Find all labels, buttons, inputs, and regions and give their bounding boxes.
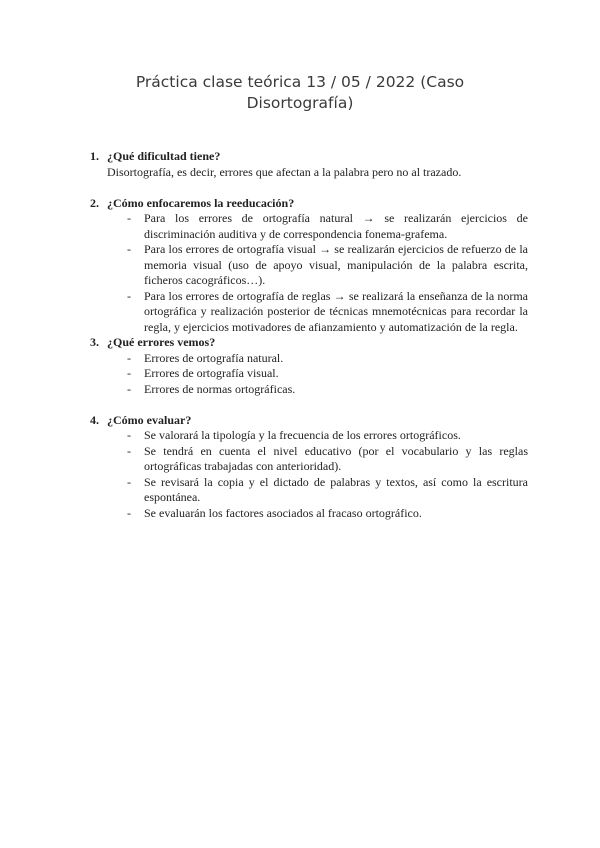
list-item: - Para los errores de ortografía natural → se realizarán ejercicios de discriminación auditiva y de correspondencia fonema-grafema. [127,211,528,241]
page-title [100,72,500,114]
document-body [90,149,528,521]
list-item: - Se tendrá en cuenta el nivel educativo (por el vocabulario y las reglas ortográficas trabajadas con anterioridad). [127,443,528,473]
section-heading [90,149,528,165]
title-line-1: Práctica clase teórica 13 / 05 / 2022 (Caso [135,73,465,91]
bullet-dash: - [127,366,131,380]
section-1 [90,149,528,180]
list-item: - Errores de normas ortográficas. [127,381,296,396]
bullet-list [90,428,528,521]
section-question: ¿Cómo evaluar? [107,412,192,427]
list-item: - Se revisará la copia y el dictado de palabras y textos, así como la escritura espontánea. [127,474,528,504]
bullet-dash: - [127,428,131,442]
list-item: - Errores de ortografía natural. [127,350,284,365]
bullet-dash: - [127,381,131,396]
bullet-dash: - [127,242,131,256]
section-number: 4. [90,412,99,427]
section-2 [90,196,528,336]
bullet-dash: - [127,288,131,303]
list-item: - Para los errores de ortografía de reglas → se realizará la enseñanza de la norma ortográfica y realización posterior de técnicas mnemotécnicas para recordar la regla, y ejercicios motivadores de afianzamiento y automatización de la regla. [127,288,528,334]
bullet-dash: - [127,505,131,520]
section-question: ¿Cómo enfocaremos la reeducación? [107,195,295,210]
bullet-dash: - [127,443,131,458]
title-line-2: Disortografía) [246,94,354,112]
bullet-dash: - [127,350,131,365]
bullet-list [90,351,528,398]
section-text: Disortografía, es decir, errores que afectan a la palabra pero no al trazado. [107,164,462,179]
bullet-dash: - [127,474,131,489]
bullet-dash: - [127,211,131,225]
section-heading [90,196,528,212]
section-number: 2. [90,195,99,210]
list-item: - Se evaluarán los factores asociados al fracaso ortográfico. [127,505,422,520]
section-heading [90,413,528,429]
section-number: 1. [90,149,99,163]
list-item: - Se valorará la tipología y la frecuencia de los errores ortográficos. [127,428,461,442]
bullet-list [90,211,528,335]
section-question: ¿Qué dificultad tiene? [107,149,221,163]
list-item: - Para los errores de ortografía visual → se realizarán ejercicios de refuerzo de la memoria visual (uso de apoyo visual, manipulación de la palabra escrita, ficheros cacográficos…). [127,242,528,287]
list-item: - Errores de ortografía visual. [127,366,279,380]
section-3 [90,335,528,397]
section-number: 3. [90,335,99,349]
section-4 [90,413,528,522]
section-heading [90,335,528,351]
section-question: ¿Qué errores vemos? [107,335,216,349]
